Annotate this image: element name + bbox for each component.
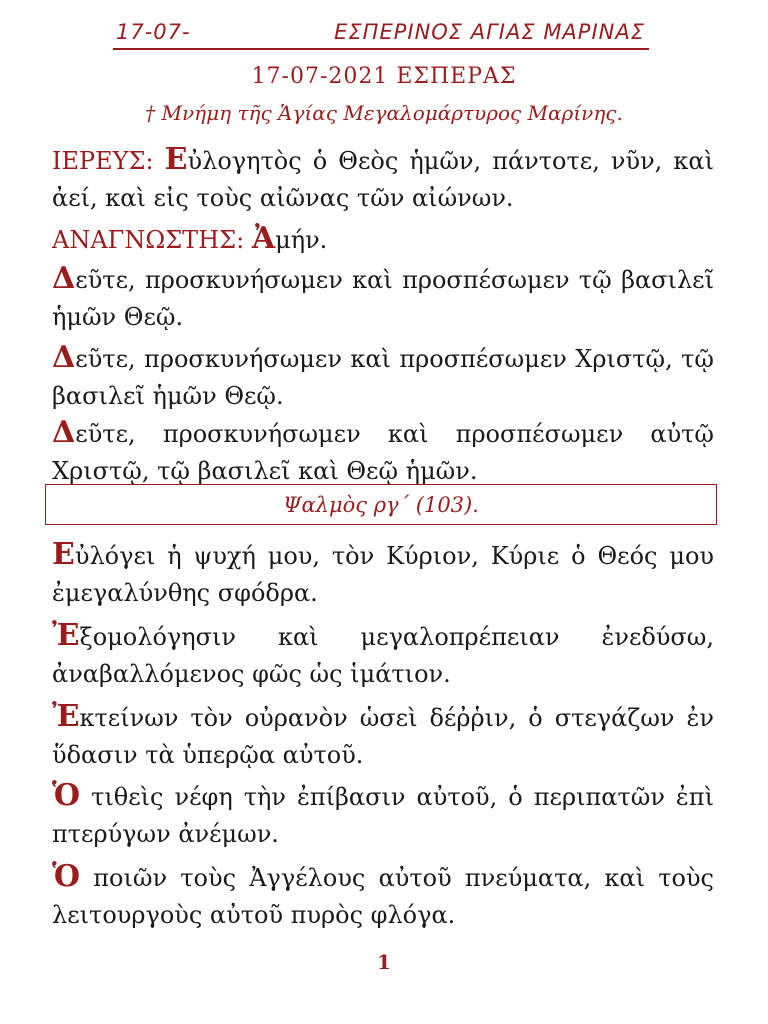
paragraph-text: εῦτε, προσκυνήσωμεν καὶ προσπέσωμεν αὐτῷ Χριστῷ, τῷ βασιλεῖ καὶ Θεῷ ἡμῶν. [52,420,714,485]
feast-memory: † Μνήμη τῆς Ἁγίας Μεγαλομάρτυρος Μαρίνης. [145,101,623,125]
verse-text: τιθεὶς νέφη τὴν ἐπίβασιν αὐτοῦ, ὁ περιπατῶν ἐπὶ πτερύγων ἀνέμων. [52,783,714,848]
verse-text: κτείνων τὸν οὐρανὸν ὡσεὶ δέῤῥιν, ὁ στεγάζων ἐν ὕδασιν τὰ ὑπερῷα αὐτοῦ. [52,704,714,769]
drop-initial: Ἐ [52,618,80,653]
psalm-verse [52,617,714,693]
paragraph-reader [52,220,714,259]
drop-initial: Δ [52,261,76,296]
paragraph-text: εῦτε, προσκυνήσωμεν καὶ προσπέσωμεν Χριστῷ, τῷ βασιλεῖ ἡμῶν Θεῷ. [52,345,714,410]
paragraph-come-3 [52,414,714,490]
drop-initial: Ε [52,537,75,572]
drop-initial: Ε [164,142,188,177]
psalm-verse [52,858,714,934]
psalm-title-box [45,484,717,525]
verse-text: ποιῶν τοὺς Ἀγγέλους αὐτοῦ πνεύματα, καὶ τοὺς λειτουργοὺς αὐτοῦ πυρὸς φλόγα. [52,864,714,929]
psalm-verse [52,777,714,853]
paragraph-come-1 [52,260,714,336]
page-number: 1 [377,950,391,974]
paragraph-come-2 [52,339,714,415]
drop-initial: Ἐ [52,699,80,734]
header-title: ΕΣΠΕΡΙΝΟΣ ΑΓΙΑΣ ΜΑΡΙΝΑΣ [334,20,645,44]
verse-text: ξομολόγησιν καὶ μεγαλοπρέπειαν ἐνεδύσω, ἀναβαλλόμενος φῶς ὡς ἱμάτιον. [52,623,714,688]
page-header [113,18,649,50]
psalm-title: Ψαλμὸς ργ´ (103). [283,493,479,517]
drop-initial: Ὁ [52,859,81,894]
paragraph-priest [52,141,714,217]
drop-initial: Δ [52,340,76,375]
psalm-verse [52,536,714,612]
service-dateline: 17-07-2021 ΕΣΠΕΡΑΣ [251,64,517,89]
psalm-verse [52,698,714,774]
drop-initial: Ἀ [251,221,276,256]
header-date: 17-07- [116,20,191,44]
drop-initial: Δ [52,415,76,450]
verse-text: ὐλόγει ἡ ψυχή μου, τὸν Κύριον, Κύριε ὁ Θεός μου ἐμεγαλύνθης σφόδρα. [52,542,714,607]
drop-initial: Ὁ [52,778,81,813]
paragraph-text: μήν. [275,226,328,254]
paragraph-text: ὐλογητὸς ὁ Θεὸς ἡμῶν, πάντοτε, νῦν, καὶ ἀεί, καὶ εἰς τοὺς αἰῶνας τῶν αἰώνων. [52,147,715,212]
paragraph-text: εῦτε, προσκυνήσωμεν καὶ προσπέσωμεν τῷ βασιλεῖ ἡμῶν Θεῷ. [52,266,714,331]
speaker-label: ΙΕΡΕΥΣ: [52,147,165,175]
speaker-label: ΑΝΑΓΝΩΣΤΗΣ: [52,226,252,254]
